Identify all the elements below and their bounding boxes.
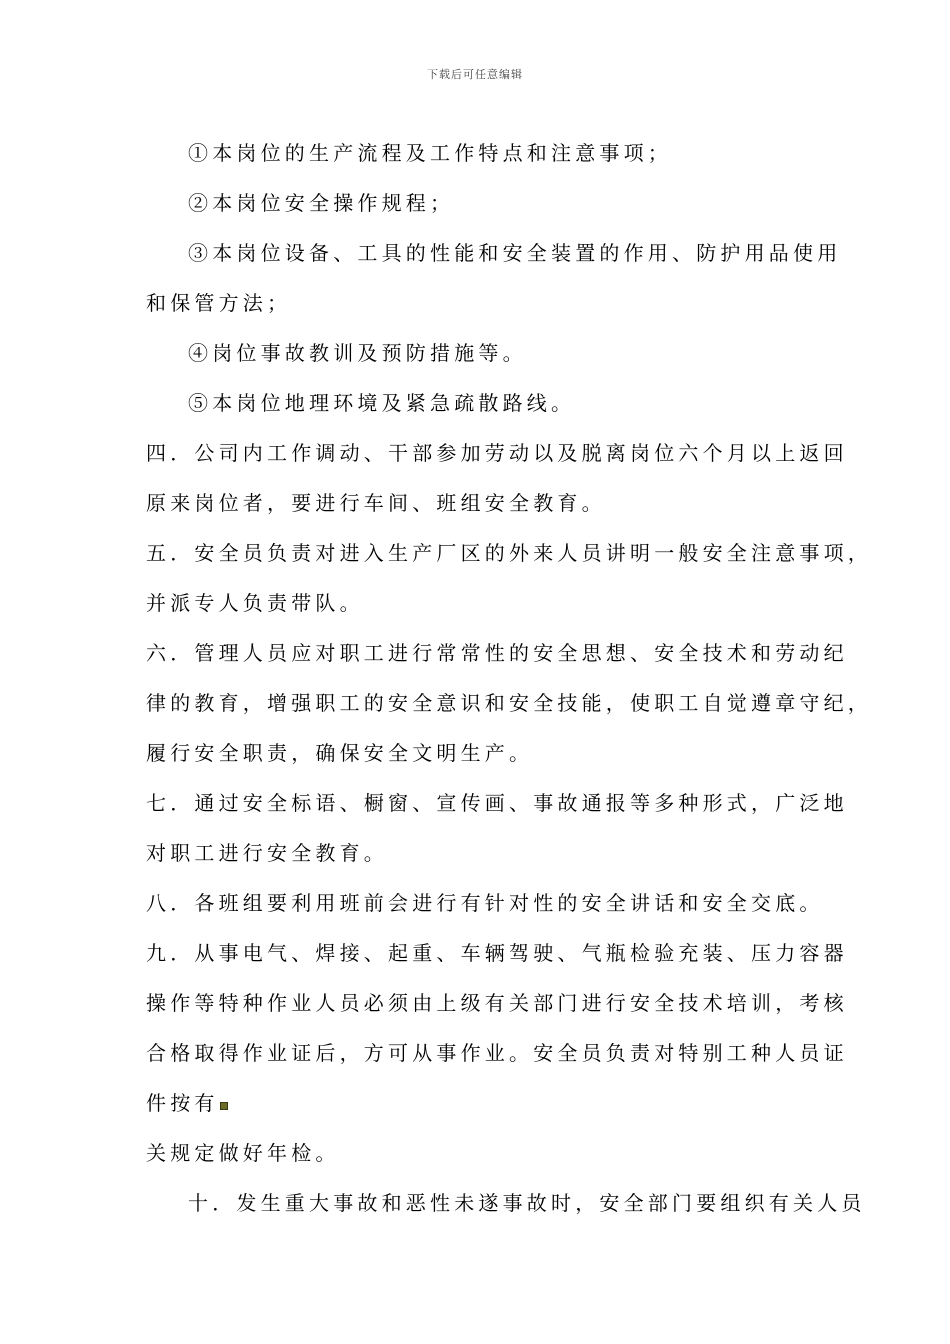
- section-7-continued: 对职工进行安全教育。: [146, 841, 388, 865]
- embedded-image-icon: [220, 1102, 228, 1110]
- section-10: 十．发生重大事故和恶性未遂事故时，安全部门要组织有关人员: [188, 1191, 866, 1215]
- section-4-continued: 原来岗位者，要进行车间、班组安全教育。: [146, 491, 606, 515]
- section-7: 七．通过安全标语、橱窗、宣传画、事故通报等多种形式，广泛地: [146, 791, 848, 815]
- section-9: 九．从事电气、焊接、起重、车辆驾驶、气瓶检验充装、压力容器: [146, 941, 848, 965]
- list-item-1: ①本岗位的生产流程及工作特点和注意事项；: [188, 141, 672, 165]
- list-item-4: ④岗位事故教训及预防措施等。: [188, 341, 527, 365]
- list-item-2: ②本岗位安全操作规程；: [188, 191, 455, 215]
- section-6: 六．管理人员应对职工进行常常性的安全思想、安全技术和劳动纪: [146, 641, 848, 665]
- section-6-continued-2: 履行安全职责，确保安全文明生产。: [146, 741, 534, 765]
- section-9-continued-4: 关规定做好年检。: [146, 1141, 340, 1165]
- section-9-continued-3-text: 件按有: [146, 1091, 219, 1115]
- section-5-continued: 并派专人负责带队。: [146, 591, 364, 615]
- list-item-5: ⑤本岗位地理环境及紧急疏散路线。: [188, 391, 576, 415]
- section-4: 四．公司内工作调动、干部参加劳动以及脱离岗位六个月以上返回: [146, 441, 848, 465]
- section-5: 五．安全员负责对进入生产厂区的外来人员讲明一般安全注意事项，: [146, 541, 872, 565]
- list-item-3: ③本岗位设备、工具的性能和安全装置的作用、防护用品使用: [188, 241, 842, 265]
- page-header: 下载后可任意编辑: [427, 68, 523, 81]
- section-9-continued-2: 合格取得作业证后，方可从事作业。安全员负责对特别工种人员证: [146, 1041, 848, 1065]
- document-body: [146, 128, 872, 1228]
- list-item-3-continued: 和保管方法；: [146, 291, 292, 315]
- section-9-continued-1: 操作等特种作业人员必须由上级有关部门进行安全技术培训，考核: [146, 991, 848, 1015]
- section-8: 八．各班组要利用班前会进行有针对性的安全讲话和安全交底。: [146, 891, 824, 915]
- section-6-continued-1: 律的教育，增强职工的安全意识和安全技能，使职工自觉遵章守纪，: [146, 691, 872, 715]
- section-9-continued-3: [146, 1078, 826, 1128]
